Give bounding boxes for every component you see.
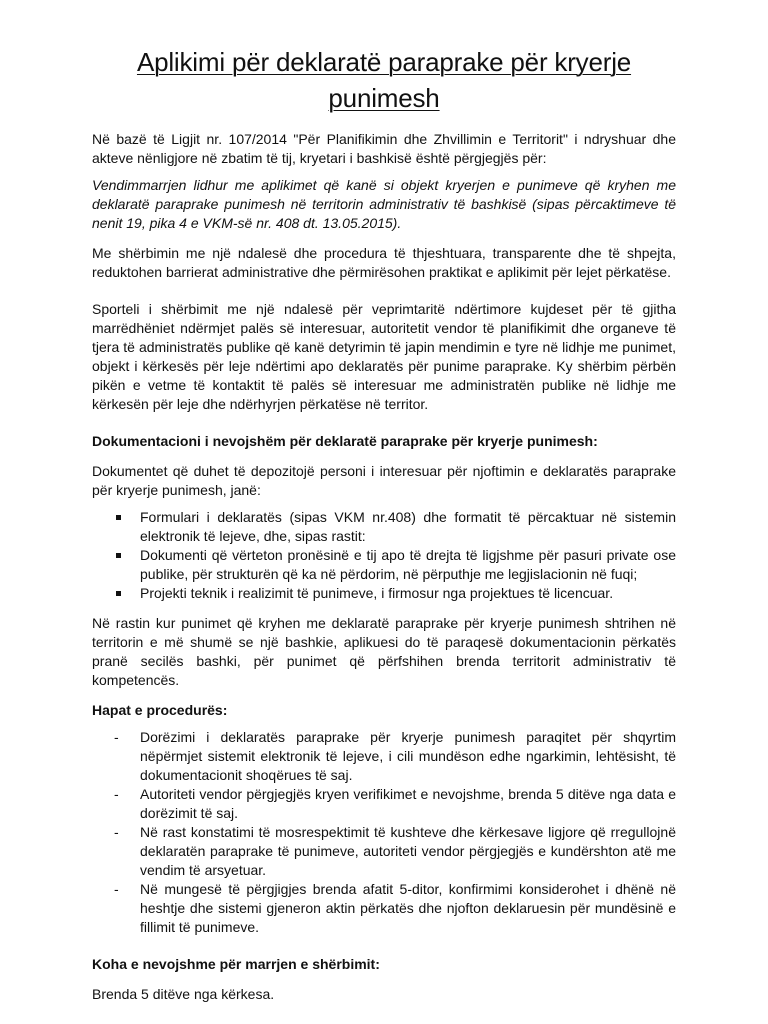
- list-item-text: Në rast konstatimi të mosrespektimit të kushteve dhe kërkesave ligjore që rregullojnë deklaratën paraprake të punimeve, autoriteti vendor përgjegjës e kundërshton atë me vendim të arsyetuar.: [140, 824, 676, 878]
- document-page: [92, 40, 676, 1004]
- list-item-text: Dorëzimi i deklaratës paraprake për kryerje punimesh paraqitet për shqyrtim nëpërmjet sistemit elektronik të lejeve, i cili mundëson edhe ngarkimin, lehtësisht, të dokumentacionit shoqërues të saj.: [140, 729, 676, 783]
- list-item-text: Dokumenti që vërteton pronësinë e tij apo të drejta të ligjshme për pasuri private ose publike, për strukturën që ka në përdorim, në përputhje me legjislacionin në fuqi;: [140, 547, 676, 582]
- bullet-marker: [116, 553, 121, 558]
- dash-marker: -: [114, 786, 119, 802]
- list-item: [92, 785, 676, 823]
- service-paragraph: Me shërbimin me një ndalesë dhe procedura të thjeshtuara, transparente dhe të shpejta, reduktohen barrierat administrative dhe përmirësohen praktikat e aplikimit për lejet përkatëse.: [92, 245, 676, 280]
- counter-paragraph: Sporteli i shërbimit me një ndalesë për veprimtaritë ndërtimore kujdeset për të gjitha marrëdhëniet ndërmjet palës së interesuar, autoritetit vendor të planifikimit dhe organeve të tjera të administratës publike që kanë detyrimin të japin mendimin e tyre në lidhje me punimet, objekt i kërkesës për leje ndërtimi apo deklaratës për punime paraprake. Ky shërbim përbën pikën e vetme të kontaktit të palës së interesuar me administratën publike në lidhje me kërkesën për leje dhe ndërhyrjen përkatëse në territor.: [92, 301, 676, 412]
- list-item-text: Autoriteti vendor përgjegjës kryen verifikimet e nevojshme, brenda 5 ditëve nga data e dorëzimit të saj.: [140, 786, 676, 821]
- list-item-text: Në mungesë të përgjigjes brenda afatit 5-ditor, konfirmimi konsiderohet i dhënë në heshtje dhe sistemi gjeneron aktin përkatës dhe njofton deklaruesin për mundësinë e fillimit të punimeve.: [140, 881, 676, 935]
- procedure-heading: Hapat e procedurës:: [92, 702, 228, 718]
- list-item: [92, 508, 676, 546]
- list-item: [92, 546, 676, 584]
- responsibility-paragraph: Vendimmarrjen lidhur me aplikimet që kanë si objekt kryerjen e punimeve që kryhen me deklaratë paraprake punimesh në territorin administrativ të bashkisë (sipas përcaktimeve të nenit 19, pika 4 e VKM-së nr. 408 dt. 13.05.2015).: [92, 177, 676, 231]
- service-time-heading: Koha e nevojshme për marrjen e shërbimit:: [92, 956, 380, 972]
- dash-marker: -: [114, 881, 119, 897]
- multi-municipality-note: Në rastin kur punimet që kryhen me deklaratë paraprake për kryerje punimesh shtrihen në territorin e më shumë se një bashkie, aplikuesi do të paraqesë dokumentacionin përkatës pranë secilës bashki, për punimet që përfshihen brenda territorit administrativ të kompetencës.: [92, 615, 676, 688]
- procedure-list: [92, 728, 676, 937]
- documentation-intro: Dokumentet që duhet të depozitojë personi i interesuar për njoftimin e deklaratës paraprake për kryerje punimesh, janë:: [92, 463, 676, 498]
- list-item-text: Formulari i deklaratës (sipas VKM nr.408) dhe formatit të përcaktuar në sistemin elektronik të lejeve, dhe, sipas rastit:: [140, 509, 676, 544]
- list-item: [92, 728, 676, 785]
- list-item: [92, 880, 676, 937]
- list-item-text: Projekti teknik i realizimit të punimeve, i firmosur nga projektues të licencuar.: [140, 585, 614, 601]
- list-item: [92, 584, 676, 603]
- dash-marker: -: [114, 729, 119, 745]
- documentation-heading: Dokumentacioni i nevojshëm për deklaratë paraprake për kryerje punimesh:: [92, 433, 598, 449]
- bullet-marker: [116, 515, 121, 520]
- dash-marker: -: [114, 824, 119, 840]
- documentation-list: [92, 508, 676, 603]
- document-title: Aplikimi për deklaratë paraprake për kryerje punimesh: [136, 47, 632, 113]
- legal-basis-paragraph: Në bazë të Ligjit nr. 107/2014 "Për Planifikimin dhe Zhvillimin e Territorit" i ndryshuar dhe akteve nënligjore në zbatim të tij, kryetari i bashkisë është përgjegjës për:: [92, 131, 676, 166]
- list-item: [92, 823, 676, 880]
- service-time-value: Brenda 5 ditëve nga kërkesa.: [92, 986, 275, 1002]
- bullet-marker: [116, 591, 121, 596]
